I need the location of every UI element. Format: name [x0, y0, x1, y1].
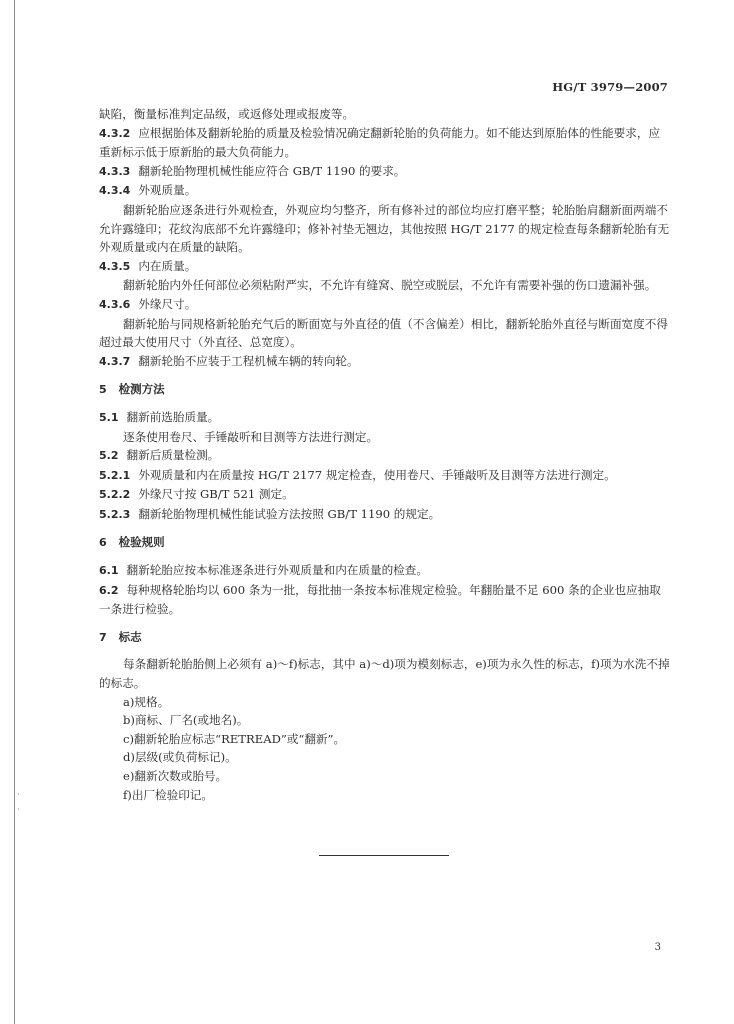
scan-speck: · [17, 790, 20, 800]
clause-6-2 [99, 581, 671, 619]
clause-number: 4.3.6 [99, 297, 131, 311]
clause-5-2-3 [99, 505, 671, 525]
end-rule [319, 855, 449, 856]
marking-item: a)规格。 [123, 694, 170, 709]
clause-title: 外观质量。 [138, 183, 197, 198]
section-6-heading [99, 533, 671, 553]
clause-number: 5.2.1 [99, 468, 131, 482]
clause-4-3-2 [99, 124, 671, 162]
clause-title: 翻新后质量检测。 [126, 448, 220, 463]
clause-5-1 [99, 408, 671, 428]
clause-title: 翻新前选胎质量。 [126, 409, 220, 424]
marking-item: d)层级(或负荷标记)。 [123, 750, 237, 765]
marking-list [99, 693, 671, 805]
clause-number: 4.3.2 [99, 126, 131, 140]
marking-item: c)翻新轮胎应标志“RETREAD”或“翻新”。 [123, 731, 346, 746]
clause-4-3-3 [99, 162, 671, 182]
clause-4-3-4-body: 翻新轮胎应逐条进行外观检查，外观应均匀整齐，所有修补过的部位均应打磨平整；轮胎胎肩翻新面两端不允许露缝印；花纹沟底部不允许露缝印；修补衬垫无翘边，其他按照 HG/T 2177 的规定检查每条翻新轮胎有无外观质量或内在质量的缺陷。 [99, 202, 670, 255]
clause-text: 外观质量和内在质量按 HG/T 2177 规定检查，使用卷尺、手锤敲听及目测等方法进行测定。 [138, 467, 616, 482]
clause-5-2-1 [99, 466, 671, 486]
clause-number: 5.2.3 [99, 507, 131, 521]
marking-item: f)出厂检验印记。 [123, 787, 213, 802]
clause-text: 翻新轮胎不应装于工程机械车辆的转向轮。 [138, 353, 359, 368]
clause-number: 4.3.3 [99, 164, 131, 178]
clause-number: 5.2 [99, 449, 119, 463]
section-5-heading [99, 380, 671, 400]
clause-number: 6.1 [99, 564, 119, 578]
scan-edge-line [14, 0, 15, 1024]
clause-4-3-6-body: 翻新轮胎与同规格新轮胎充气后的断面宽与外直径的值（不含偏差）相比，翻新轮胎外直径与断面宽度不得超过最大使用尺寸（外直径、总宽度）。 [99, 316, 668, 350]
clause-number: 4.3.5 [99, 259, 131, 273]
scan-speck: · [17, 805, 20, 815]
section-number: 5 [99, 383, 107, 397]
section-number: 6 [99, 536, 107, 550]
standard-code-header: HG/T 3979—2007 [552, 80, 668, 94]
page-number: 3 [654, 942, 661, 953]
marking-item: e)翻新次数或胎号。 [123, 769, 228, 783]
clause-text: 翻新轮胎物理机械性能应符合 GB/T 1190 的要求。 [138, 163, 406, 178]
section-title: 标志 [118, 629, 142, 644]
clause-4-3-7 [99, 352, 671, 372]
clause-number: 6.2 [99, 583, 119, 597]
clause-title: 外缘尺寸。 [138, 296, 197, 311]
clause-5-2 [99, 446, 671, 466]
clause-number: 5.1 [99, 410, 119, 424]
clause-number: 5.2.2 [99, 488, 131, 502]
marking-item: b)商标、厂名(或地名)。 [123, 713, 249, 728]
clause-text: 外缘尺寸按 GB/T 521 测定。 [138, 487, 294, 502]
clause-title: 内在质量。 [138, 258, 197, 273]
clause-text: 应根据胎体及翻新轮胎的质量及检验情况确定翻新轮胎的负荷能力。如不能达到原胎体的性能要求，应重新标示低于原新胎的最大负荷能力。 [99, 125, 661, 160]
section-number: 7 [99, 630, 107, 644]
section-title: 检验规则 [118, 535, 165, 550]
section-7-heading [99, 628, 671, 648]
clause-text: 每种规格轮胎均以 600 条为一批，每批抽一条按本标准规定检验。年翻胎量不足 600 条的企业也应抽取一条进行检验。 [99, 582, 661, 617]
clause-5-2-2 [99, 485, 671, 505]
marking-intro: 每条翻新轮胎胎侧上必须有 a)～f)标志，其中 a)～d)项为模刻标志，e)项为永久性的标志，f)项为水洗不掉的标志。 [99, 657, 670, 691]
section-title: 检测方法 [118, 382, 165, 397]
clause-number: 4.3.4 [99, 184, 131, 198]
clause-5-1-body: 逐条使用卷尺、手锤敲听和目测等方法进行测定。 [123, 429, 379, 444]
continuation-text: 缺陷，衡量标准判定品级，或返修处理或报废等。 [99, 107, 355, 121]
clause-4-3-6 [99, 295, 671, 315]
clause-4-3-4 [99, 181, 671, 201]
clause-4-3-5-body: 翻新轮胎内外任何部位必须粘附严实，不允许有缝窝、脱空或脱层，不允许有需要补强的伤口遗漏补强。 [123, 278, 657, 293]
clause-number: 4.3.7 [99, 354, 131, 368]
clause-text: 翻新轮胎应按本标准逐条进行外观质量和内在质量的检查。 [126, 563, 428, 578]
clause-4-3-5 [99, 257, 671, 277]
clause-text: 翻新轮胎物理机械性能试验方法按照 GB/T 1190 的规定。 [138, 506, 441, 521]
document-body [99, 105, 671, 804]
clause-6-1 [99, 561, 671, 581]
